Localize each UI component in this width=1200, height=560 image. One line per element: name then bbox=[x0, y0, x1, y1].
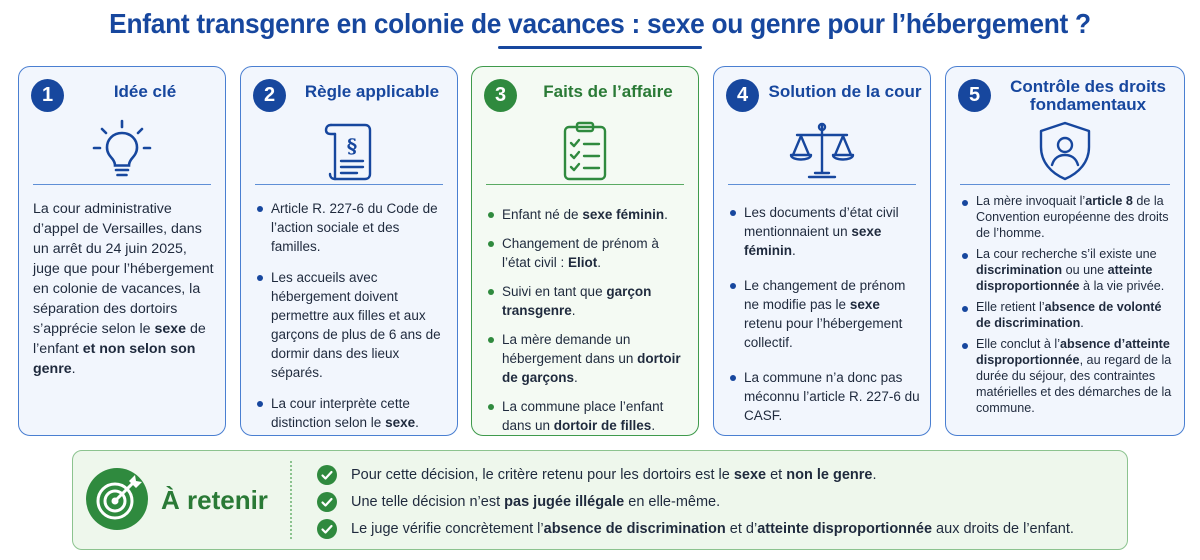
bold-text: Eliot bbox=[568, 255, 598, 270]
text-run: . bbox=[71, 361, 76, 377]
bold-text: sexe bbox=[733, 466, 767, 483]
bullet-item bbox=[960, 299, 1174, 331]
text-run: . bbox=[1080, 316, 1084, 330]
text-run: , au regard de la durée du séjour, des contraintes matérielles et des démarches de la commune. bbox=[976, 353, 1172, 415]
bullet-item bbox=[960, 193, 1174, 241]
text-run: . bbox=[571, 303, 576, 318]
card-heading: Faits de l’affaire bbox=[543, 82, 673, 101]
card-separator bbox=[255, 184, 443, 185]
law-scroll-icon bbox=[317, 119, 381, 183]
text-run: Elle retient l’ bbox=[976, 300, 1045, 314]
bullet-item bbox=[255, 268, 447, 382]
text-run: Le juge vérifie concrètement l’ bbox=[351, 520, 544, 537]
title-underline bbox=[498, 46, 702, 49]
card-separator bbox=[486, 184, 684, 185]
bold-text: sexe bbox=[385, 415, 416, 430]
card-text bbox=[33, 199, 215, 379]
text-run: . bbox=[651, 418, 656, 433]
text-run: à la vie privée. bbox=[1079, 279, 1165, 293]
page-title: Enfant transgenre en colonie de vacances : sexe ou genre pour l’hébergement ? bbox=[109, 8, 1091, 39]
bold-text: sexe féminin bbox=[744, 224, 882, 258]
card-heading: Solution de la cour bbox=[768, 82, 922, 101]
card-number: 2 bbox=[253, 79, 286, 112]
text-run: et d’ bbox=[725, 520, 758, 537]
text-run: de la Convention européenne des droits de l’homme. bbox=[976, 194, 1169, 240]
text-run: en elle-même. bbox=[624, 493, 721, 510]
card-number: 5 bbox=[958, 79, 991, 112]
text-run: Les accueils avec hébergement doivent permettre aux filles et aux garçons de plus de 6 ans de dormir dans des lieux séparés. bbox=[271, 270, 441, 380]
bold-text: sexe féminin bbox=[582, 207, 665, 222]
bold-text: non le genre bbox=[786, 466, 873, 483]
card-number: 4 bbox=[726, 79, 759, 112]
card-heading: Contrôle des droits fondamentaux bbox=[1010, 77, 1166, 114]
card-controle-droits bbox=[945, 66, 1185, 436]
card-bullets bbox=[728, 203, 920, 425]
bold-text: discrimination bbox=[976, 263, 1063, 277]
card-heading: Règle applicable bbox=[304, 82, 440, 101]
bullet-item bbox=[960, 336, 1174, 416]
retenir-text bbox=[351, 467, 877, 483]
text-run: La cour recherche s’il existe une bbox=[976, 247, 1157, 261]
text-run: . bbox=[597, 255, 602, 270]
text-run: Suivi en tant que bbox=[502, 284, 607, 299]
text-run: de l’enfant bbox=[33, 321, 206, 357]
card-number: 1 bbox=[31, 79, 64, 112]
bold-text: pas jugée illégale bbox=[504, 493, 625, 510]
bold-text: sexe bbox=[849, 297, 880, 312]
card-separator bbox=[728, 184, 916, 185]
retenir-text bbox=[351, 494, 720, 510]
bold-text: absence d’atteinte disproportionnée bbox=[976, 337, 1170, 367]
retenir-text bbox=[351, 521, 1074, 537]
text-run: Article R. 227-6 du Code de l’action sociale et des familles. bbox=[271, 201, 438, 254]
check-circle-icon bbox=[317, 519, 337, 539]
shield-person-icon bbox=[1033, 119, 1097, 183]
text-run: ou une bbox=[1062, 263, 1108, 277]
svg-text:§: § bbox=[346, 134, 358, 158]
bold-text: sexe bbox=[154, 321, 187, 337]
text-run: Une telle décision n’est bbox=[351, 493, 505, 510]
text-run: La mère invoquait l’ bbox=[976, 194, 1086, 208]
card-bullets bbox=[486, 205, 688, 435]
text-run: Les documents d’état civil mentionnaient un bbox=[744, 205, 899, 239]
bullet-item bbox=[486, 397, 688, 435]
retenir-item bbox=[317, 515, 1117, 542]
card-solution bbox=[713, 66, 931, 436]
card-regle-applicable bbox=[240, 66, 458, 436]
bullet-item bbox=[486, 330, 688, 387]
target-arrow-icon bbox=[85, 467, 149, 531]
bullet-item bbox=[486, 205, 688, 224]
text-run: et bbox=[766, 466, 787, 483]
card-faits bbox=[471, 66, 699, 436]
text-run: aux droits de l’enfant. bbox=[932, 520, 1074, 537]
text-run: . bbox=[872, 466, 877, 483]
bold-text: article 8 bbox=[1085, 194, 1133, 208]
card-separator bbox=[960, 184, 1170, 185]
retenir-list bbox=[317, 461, 1117, 542]
text-run: . bbox=[574, 370, 578, 385]
text-run: La cour administrative d’appel de Versailles, dans un arrêt du 24 juin 2025, juge que pour l’hébergement en colonie de vacances, la séparation des dortoirs s’apprécie selon le bbox=[33, 201, 214, 337]
bullet-item bbox=[960, 246, 1174, 294]
bold-text: dortoir de garçons bbox=[502, 351, 681, 385]
bold-text: absence de discrimination bbox=[543, 520, 726, 537]
text-run: La commune place l’enfant dans un bbox=[502, 399, 664, 433]
text-run: . bbox=[792, 243, 796, 258]
bullet-item bbox=[255, 199, 447, 256]
text-run: Le changement de prénom ne modifie pas le bbox=[744, 278, 906, 312]
text-run: La commune n’a donc pas méconnu l’article R. 227-6 du CASF. bbox=[744, 370, 920, 423]
bullet-item bbox=[728, 276, 920, 352]
check-circle-icon bbox=[317, 492, 337, 512]
bold-text: garçon transgenre bbox=[502, 284, 652, 318]
retenir-item bbox=[317, 488, 1117, 515]
text-run: Enfant né de bbox=[502, 207, 583, 222]
bullet-item bbox=[728, 368, 920, 425]
bullet-item bbox=[255, 394, 447, 432]
card-idee-cle bbox=[18, 66, 226, 436]
text-run: Pour cette décision, le critère retenu pour les dortoirs est le bbox=[351, 466, 734, 483]
bold-text: dortoir de filles bbox=[553, 418, 652, 433]
card-bullets bbox=[255, 199, 447, 432]
bullet-item bbox=[728, 203, 920, 260]
clipboard-checklist-icon bbox=[553, 119, 617, 183]
card-heading: Idée clé bbox=[113, 82, 177, 101]
text-run: . bbox=[415, 415, 419, 430]
bold-text: atteinte disproportionnée bbox=[757, 520, 933, 537]
bullet-item bbox=[486, 282, 688, 320]
check-circle-icon bbox=[317, 465, 337, 485]
card-bullets bbox=[960, 193, 1174, 416]
bold-text: absence de volonté de discrimination bbox=[976, 300, 1162, 330]
text-run: retenu pour l’hébergement collectif. bbox=[744, 316, 903, 350]
text-run: La mère demande un hébergement dans un bbox=[502, 332, 638, 366]
scales-of-justice-icon bbox=[787, 119, 857, 183]
a-retenir-panel bbox=[72, 450, 1128, 550]
text-run: Changement de prénom à l’état civil : bbox=[502, 236, 659, 270]
bullet-item bbox=[486, 234, 688, 272]
card-separator bbox=[33, 184, 211, 185]
retenir-heading: À retenir bbox=[161, 485, 268, 515]
text-run: La cour interprète cette distinction selon le bbox=[271, 396, 410, 430]
bold-text: atteinte disproportionnée bbox=[976, 263, 1153, 293]
bold-text: et non selon son genre bbox=[33, 341, 196, 377]
card-number: 3 bbox=[484, 79, 517, 112]
text-run: Elle conclut à l’ bbox=[976, 337, 1060, 351]
lightbulb-icon bbox=[90, 119, 154, 183]
retenir-item bbox=[317, 461, 1117, 488]
divider bbox=[290, 461, 292, 539]
text-run: . bbox=[664, 207, 668, 222]
